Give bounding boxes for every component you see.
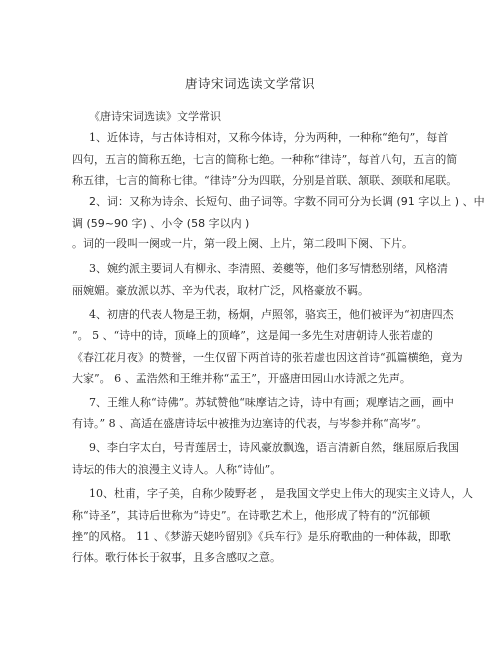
paragraph-line: 大家”。 6 、孟浩然和王维并称“孟王”，开盛唐田园山水诗派之先声。 (72, 372, 411, 385)
paragraph-line: 。词的一段叫一阕或一片，第一段上阕、上片，第二段叫下阕、下片。 (72, 237, 413, 250)
paragraph-line: 四句，五言的简称五绝，七言的简称七绝。一种称“律诗”，每首八句，五言的简 (72, 153, 458, 166)
paragraph-line: 10、杜甫，字子美，自称少陵野老 ， 是我国文学史上伟大的现实主义诗人，人 (89, 487, 473, 500)
paragraph-line: 称五律，七言的简称七律。“律诗”分为四联，分别是首联、颔联、颈联和尾联。 (72, 174, 458, 187)
paragraph-line: 称“诗圣”，其诗后世称为“诗史”。在诗歌艺术上，他形成了特有的“沉郁顿 (72, 509, 431, 522)
paragraph-line: 1、近体诗，与古体诗相对，又称今体诗，分为两种，一种称“绝句”，每首 (89, 131, 449, 144)
paragraph-line: ”。 5 、“诗中的诗，顶峰上的顶峰”，这是闻一多先生对唐朝诗人张若虚的 (72, 329, 433, 342)
paragraph-line: 《春江花月夜》的赞誉，一生仅留下两首诗的张若虚也因这首诗“孤篇横绝，竟为 (72, 351, 463, 364)
paragraph-line: 9、李白字太白，号青莲居士，诗风豪放飘逸，语言清新自然，继屈原后我国 (89, 441, 459, 454)
paragraph-line: 丽婉媚。豪放派以苏、辛为代表，取材广泛，风格豪放不羁。 (72, 284, 369, 297)
paragraph-line: 3、婉约派主要词人有柳永、李清照、姜夔等，他们多写情愁别绪，风格清 (89, 262, 448, 275)
paragraph-line: 2、词：又称为诗余、长短句、曲子词等。字数不同可分为长调 (91 字以上 ) 、中 (89, 195, 485, 208)
page-title: 唐诗宋词选读文学常识 (184, 76, 315, 91)
paragraph-line: 7、王维人称“诗佛”。苏轼赞他“味摩诘之诗，诗中有画；观摩诘之画，画中 (89, 396, 454, 409)
paragraph-line: 有诗。” 8 、高适在盛唐诗坛中被推为边塞诗的代表，与岑参并称“高岑”。 (72, 417, 428, 430)
paragraph-line: 挫”的风格。 11 、《梦游天姥吟留别》《兵车行》是乐府歌曲的一种体裁，即歌 (72, 530, 451, 543)
paragraph-line: 行体。歌行体长于叙事，且多含感叹之意。 (72, 551, 281, 564)
paragraph-line: 调 (59~90 字) 、小令 (58 字以内 ) (72, 217, 250, 230)
paragraph-line: 诗坛的伟大的浪漫主义诗人。人称“诗仙”。 (72, 463, 282, 476)
paragraph-line: 4、初唐的代表人物是王勃，杨炯，卢照邻，骆宾王，他们被评为“初唐四杰 (89, 308, 454, 321)
subtitle-line: 《唐诗宋词选读》文学常识 (89, 110, 221, 123)
